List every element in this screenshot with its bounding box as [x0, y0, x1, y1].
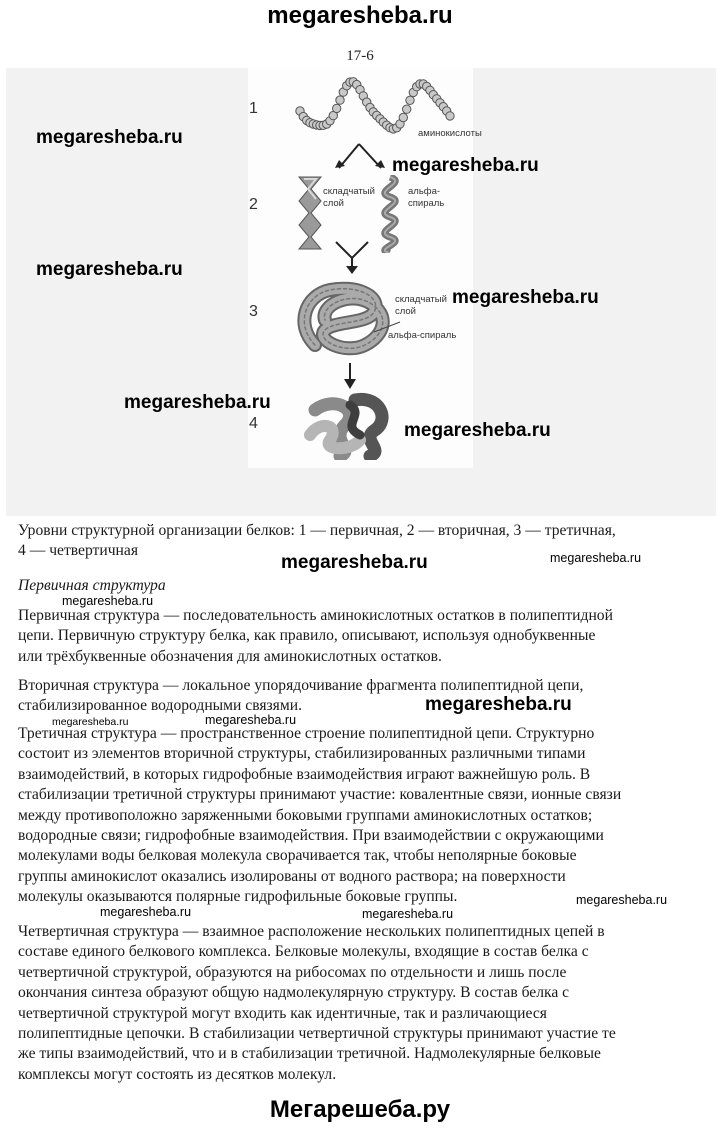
- alpha-helix-diagram: [370, 175, 410, 253]
- text-line: же типы взаимодействий, что и в стабилизации третичной. Надмолекулярные белковые: [18, 1045, 601, 1063]
- amino-acid-bead: [336, 96, 344, 104]
- amino-acid-bead: [333, 104, 341, 112]
- amino-acid-bead: [399, 113, 407, 121]
- text-line: комплексы могут состоять из десятков молекул.: [18, 1065, 337, 1083]
- text-line: Первичная структура — последовательность аминокислотных остатков в полипептидной: [18, 607, 613, 624]
- level-3-number: 3: [249, 303, 258, 320]
- amino-acid-bead: [406, 96, 414, 104]
- text-line: Вторичная структура — локальное упорядочивание фрагмента полипептидной цепи,: [18, 677, 584, 694]
- alpha-helix-label-1: альфа-: [408, 186, 441, 197]
- watermark-small: megaresheba.ru: [550, 551, 642, 565]
- amino-acid-bead: [446, 112, 454, 120]
- folded-layer-label-1: складчатый: [323, 186, 375, 197]
- level-4-number: 4: [249, 415, 258, 432]
- text-line: взаимодействий, в которых гидрофобные взаимодействия играют важнейшую роль. В: [18, 765, 591, 783]
- text-line: четвертичной структурой, образуются на рибосомах по отдельности и лишь после: [18, 963, 567, 981]
- text-line: Третичная структура — пространственное строение полипептидной цепи. Структурно: [18, 725, 595, 742]
- tertiary-alpha-label: альфа-спираль: [388, 330, 457, 341]
- primary-paragraph: [18, 606, 714, 667]
- text-line: состоит из элементов вторичной структуры, стабилизированных различными типами: [18, 745, 586, 763]
- text-line: молекулы оказываются полярные гидрофильные боковые группы.: [18, 888, 458, 906]
- text-line: стабилизированное водородными связями.: [18, 697, 302, 715]
- text-line: окончания синтеза образуют общую надмолекулярную структуру. В состав белка с: [18, 984, 570, 1002]
- watermark: megaresheba.ru: [36, 259, 183, 280]
- tertiary-folded-label-1: складчатый: [395, 294, 447, 305]
- text-line: или трёхбуквенные обозначения для аминокислотных остатков.: [18, 647, 442, 665]
- text-line: между противоположно заряженными боковыми группами аминокислотных остатков;: [18, 806, 593, 824]
- figure-number: 17-6: [346, 48, 374, 64]
- watermark: megaresheba.ru: [124, 392, 271, 413]
- watermark: megaresheba.ru: [425, 694, 572, 715]
- amino-acids-label: аминокислоты: [418, 128, 482, 139]
- quaternary-paragraph: [18, 922, 714, 1085]
- watermark-small: megaresheba.ru: [52, 716, 129, 728]
- amino-acid-bead: [403, 105, 411, 113]
- caption-line: Уровни структурной организации белков: 1 — первичная, 2 — вторичная, 3 — третичная,: [18, 522, 616, 539]
- merge-arrows: [332, 240, 372, 274]
- text-line: четвертичной структурой могут входить как идентичные, так и различающиеся: [18, 1004, 547, 1022]
- text-line: стабилизации третичной структуры принимают участие: ковалентные связи, ионные связи: [18, 786, 622, 804]
- watermark-small: megaresheba.ru: [576, 893, 668, 907]
- secondary-paragraph: [18, 676, 714, 717]
- text-line: составе единого белкового комплекса. Белковые молекулы, входящие в состав белка с: [18, 943, 589, 961]
- watermark-small: megaresheba.ru: [62, 594, 154, 608]
- watermark: megaresheba.ru: [36, 127, 183, 148]
- level-1-number: 1: [249, 100, 258, 117]
- watermark: megaresheba.ru: [392, 155, 539, 176]
- tertiary-folded-label-2: слой: [395, 306, 416, 317]
- watermark-small: megaresheba.ru: [205, 713, 297, 727]
- site-footer[interactable]: Мегарешеба.ру: [269, 1096, 451, 1123]
- quaternary-structure-diagram: [300, 390, 395, 460]
- caption-line: 4 — четвертичная: [18, 542, 138, 560]
- alpha-helix-label-2: спираль: [408, 198, 445, 209]
- text-line: цепи. Первичную структуру белка, как правило, описывают, используя однобуквенные: [18, 627, 596, 645]
- text-line: молекулами воды белковая молекула сворачивается так, чтобы неполярные боковые: [18, 847, 577, 865]
- text-line: Четвертичная структура — взаимное расположение нескольких полипептидных цепей в: [18, 923, 605, 940]
- watermark-small: megaresheba.ru: [362, 907, 454, 921]
- watermark: megaresheba.ru: [404, 420, 551, 441]
- primary-heading: Первичная структура: [18, 577, 166, 594]
- down-arrow: [342, 363, 358, 389]
- watermark: megaresheba.ru: [281, 552, 428, 573]
- text-line: водородные связи; гидрофобные взаимодействия. При взаимодействии с окружающими: [18, 827, 604, 845]
- level-2-number: 2: [249, 196, 258, 213]
- watermark-small: megaresheba.ru: [100, 905, 192, 919]
- text-line: полипептидные цепочки. В стабилизации четвертичной структуры принимают участие те: [18, 1025, 616, 1043]
- tertiary-paragraph: [18, 724, 714, 908]
- text-line: группы аминокислот оказались изолированы от водного раствора; на поверхности: [18, 867, 566, 885]
- split-arrows: [325, 142, 395, 172]
- watermark: megaresheba.ru: [452, 287, 599, 308]
- folded-layer-label-2: слой: [323, 198, 344, 209]
- site-header[interactable]: megaresheba.ru: [267, 2, 453, 29]
